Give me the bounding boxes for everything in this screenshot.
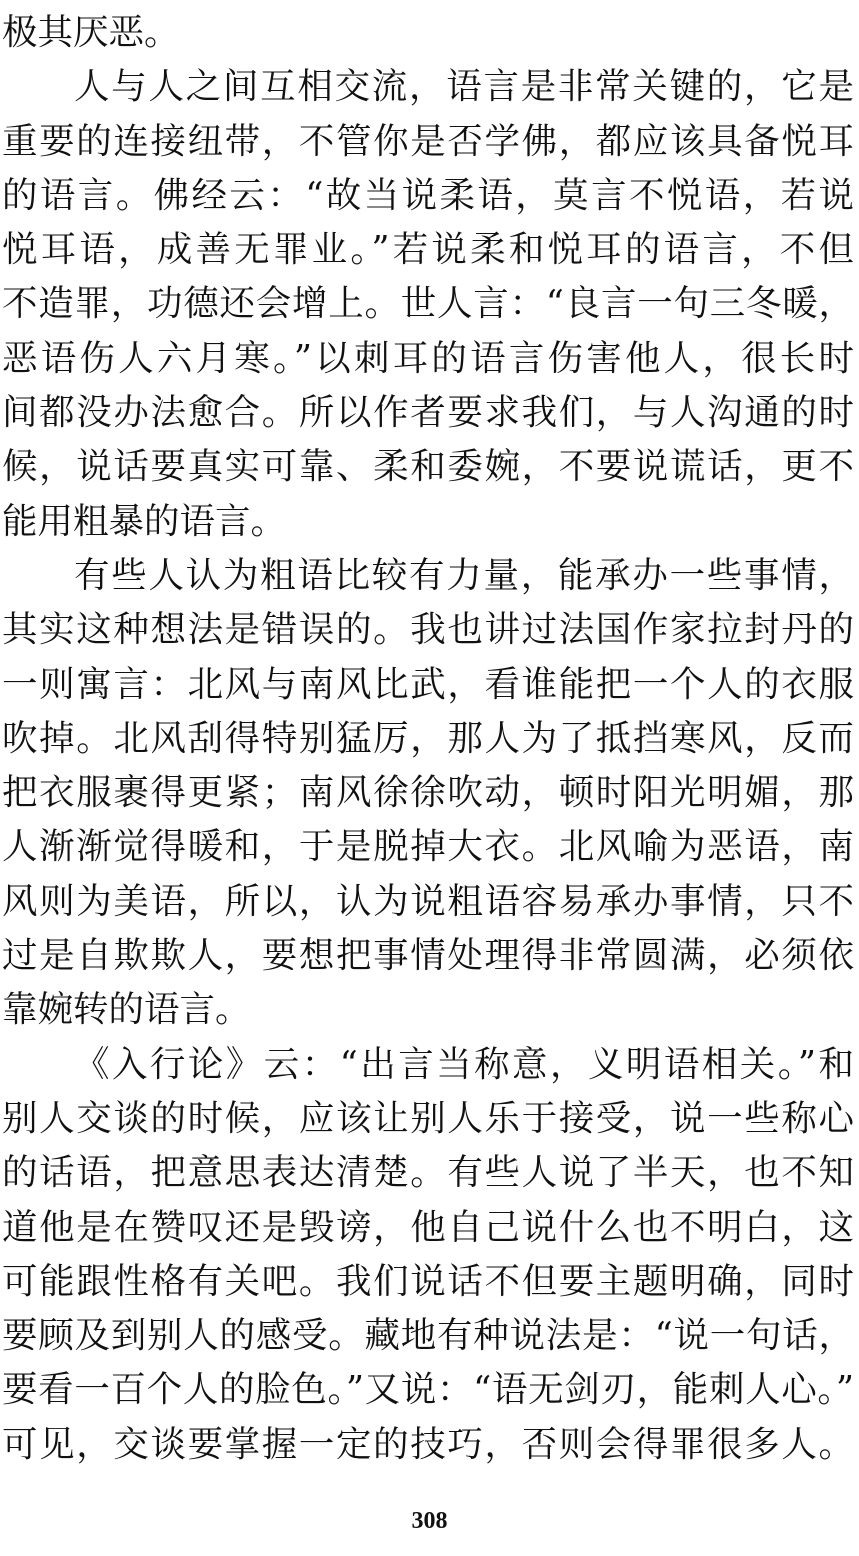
text-line: 重要的连接纽带，不管你是否学佛，都应该具备悦耳	[2, 120, 854, 162]
page-number: 308	[411, 1508, 448, 1534]
text-line: 恶语伤人六月寒。”以刺耳的语言伤害他人，很长时	[2, 337, 854, 379]
text-line: 间都没办法愈合。所以作者要求我们，与人沟通的时	[2, 392, 854, 434]
text-line: 可能跟性格有关吧。我们说话不但要主题明确，同时	[2, 1260, 854, 1302]
text-line: 其实这种想法是错误的。我也讲过法国作家拉封丹的	[2, 609, 854, 651]
text-line: 能用粗暴的语言。	[2, 500, 287, 542]
text-line: 人渐渐觉得暖和，于是脱掉大衣。北风喻为恶语，南	[2, 826, 854, 868]
text-line: 极其厌恶。	[2, 12, 180, 53]
text-line: 一则寓言：北风与南风比武，看谁能把一个人的衣服	[2, 663, 854, 705]
text-line: 候，说话要真实可靠、柔和委婉，不要说谎话，更不	[2, 446, 854, 488]
text-line: 风则为美语，所以，认为说粗语容易承办事情，只不	[2, 880, 854, 922]
paragraph-first-line: 《入行论》云：“出言当称意，义明语相关。”和	[74, 1043, 854, 1085]
text-line: 要看一百个人的脸色。”又说：“语无剑刃，能刺人心。”	[2, 1369, 854, 1411]
text-line: 靠婉转的语言。	[2, 989, 251, 1031]
text-line: 别人交谈的时候，应该让别人乐于接受，说一些称心	[2, 1097, 854, 1139]
text-line: 过是自欺欺人，要想把事情处理得非常圆满，必须依	[2, 935, 854, 977]
text-line: 不造罪，功德还会增上。世人言：“良言一句三冬暖，	[2, 283, 854, 325]
text-line: 的话语，把意思表达清楚。有些人说了半天，也不知	[2, 1152, 854, 1194]
text-line: 吹掉。北风刮得特别猛厉，那人为了抵挡寒风，反而	[2, 717, 854, 759]
text-line: 把衣服裹得更紧；南风徐徐吹动，顿时阳光明媚，那	[2, 772, 854, 814]
paragraph-first-line: 人与人之间互相交流，语言是非常关键的，它是	[74, 66, 854, 108]
text-line: 悦耳语，成善无罪业。”若说柔和悦耳的语言，不但	[2, 229, 854, 271]
text-line: 可见，交谈要掌握一定的技巧，否则会得罪很多人。	[2, 1423, 854, 1465]
body-text	[2, 6, 854, 1472]
paragraph-first-line: 有些人认为粗语比较有力量，能承办一些事情，	[74, 554, 854, 596]
text-line: 的语言。佛经云：“故当说柔语，莫言不悦语，若说	[2, 174, 854, 216]
text-line: 要顾及到别人的感受。藏地有种说法是：“说一句话，	[2, 1315, 854, 1357]
text-line: 道他是在赞叹还是毁谤，他自己说什么也不明白，这	[2, 1206, 854, 1248]
